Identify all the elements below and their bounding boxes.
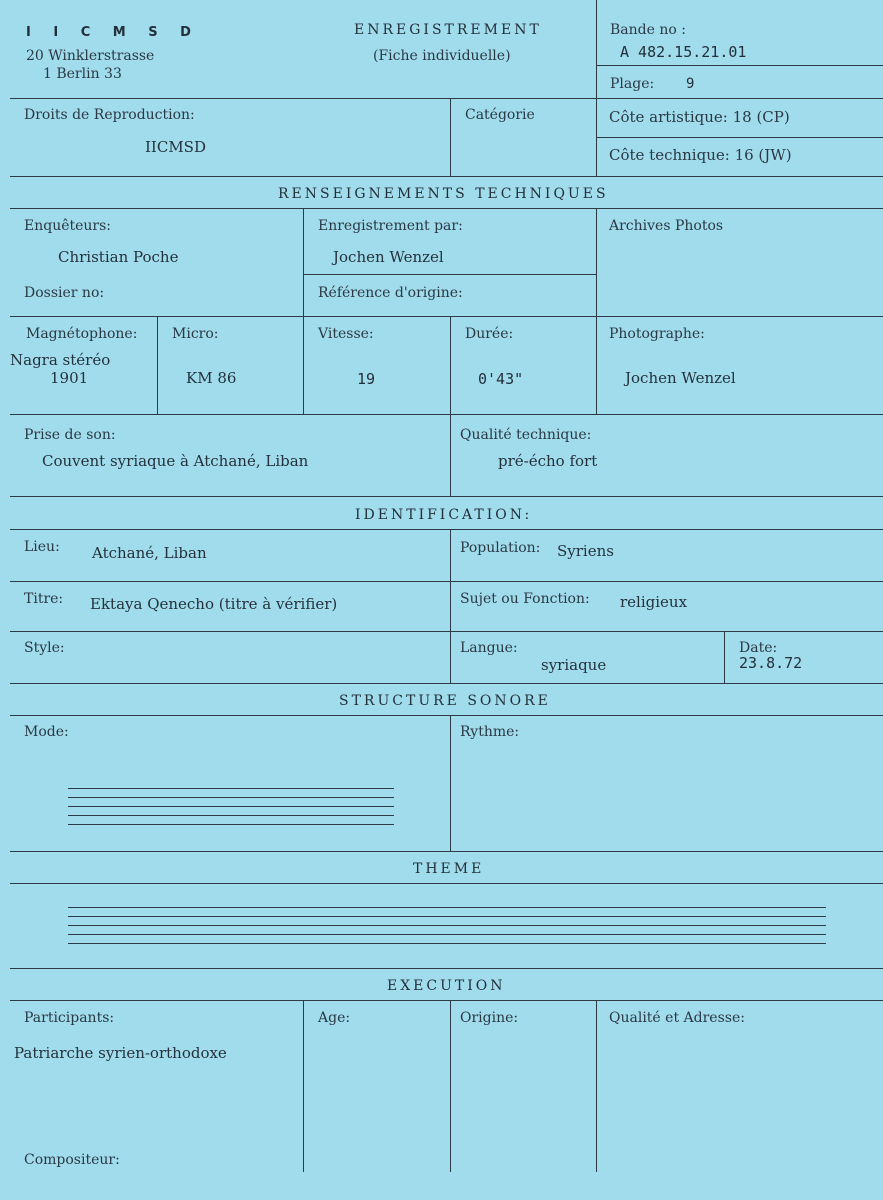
rule [450,98,451,176]
rule [596,208,597,414]
form-title: ENREGISTREMENT [354,22,542,38]
rule [10,683,883,684]
langue-label: Langue: [460,640,518,656]
prise-value: Couvent syriaque à Atchané, Liban [42,452,309,470]
bande-value: A 482.15.21.01 [620,43,747,61]
form-subtitle: (Fiche individuelle) [373,48,511,64]
vitesse-label: Vitesse: [318,326,374,342]
participants-label: Participants: [24,1010,115,1026]
micro-value: KM 86 [186,369,237,387]
plage-label: Plage: [610,76,655,92]
rule [10,851,883,852]
lieu-label: Lieu: [24,539,60,555]
population-value: Syriens [557,542,614,560]
rule [450,316,451,414]
mode-staff-line [68,797,394,798]
rule [10,496,883,497]
duree-value: 0'43" [478,370,524,388]
photographe-label: Photographe: [609,326,705,342]
bande-label: Bande no : [610,22,686,38]
rule [10,883,883,884]
rule [596,65,883,66]
cote-artistique: Côte artistique: 18 (CP) [609,108,790,126]
rule [10,581,883,582]
section-identification: IDENTIFICATION: [355,507,533,523]
rule [10,715,883,716]
mode-staff-line [68,815,394,816]
micro-label: Micro: [172,326,219,342]
magneto-value-1: Nagra stéréo [10,351,111,369]
section-renseignements: RENSEIGNEMENTS TECHNIQUES [278,186,609,202]
rule [596,1000,597,1172]
date-value: 23.8.72 [739,654,803,672]
section-structure: STRUCTURE SONORE [339,693,551,709]
org-street: 20 Winklerstrasse [26,48,155,64]
rule [450,529,451,683]
theme-staff-line [68,907,826,908]
theme-staff-line [68,943,826,944]
section-theme: THEME [413,861,485,877]
rule [10,208,883,209]
age-label: Age: [318,1010,351,1026]
enregistrement-label: Enregistrement par: [318,218,463,234]
rule [450,414,451,496]
origine-label: Origine: [460,1010,519,1026]
prise-label: Prise de son: [24,427,116,443]
rule [10,631,883,632]
titre-value: Ektaya Qenecho (titre à vérifier) [90,595,338,613]
rule [596,137,883,138]
rule [724,631,725,683]
org-city: 1 Berlin 33 [43,66,122,82]
rule [303,274,596,275]
droits-label: Droits de Reproduction: [24,107,195,123]
dossier-label: Dossier no: [24,285,105,301]
rule [10,1000,883,1001]
rythme-label: Rythme: [460,724,520,740]
enqueteurs-label: Enquêteurs: [24,218,112,234]
rule [596,0,597,176]
org-name: I I C M S D [26,25,200,40]
rule [10,176,883,177]
rule [10,968,883,969]
mode-staff-line [68,824,394,825]
rule [303,208,304,414]
participants-value: Patriarche syrien-orthodoxe [14,1044,227,1062]
sujet-label: Sujet ou Fonction: [460,591,590,607]
section-execution: EXECUTION [387,978,506,994]
categorie-label: Catégorie [465,107,535,123]
style-label: Style: [24,640,65,656]
rule [450,715,451,851]
magneto-value-2: 1901 [50,369,89,387]
vitesse-value: 19 [357,370,376,388]
sujet-value: religieux [620,593,688,611]
population-label: Population: [460,540,541,556]
mode-label: Mode: [24,724,69,740]
archives-label: Archives Photos [609,218,724,234]
langue-value: syriaque [541,656,607,674]
rule [450,1000,451,1172]
compositeur-label: Compositeur: [24,1152,120,1168]
enregistrement-value: Jochen Wenzel [333,248,444,266]
photographe-value: Jochen Wenzel [625,369,736,387]
rule [157,316,158,414]
mode-staff-line [68,806,394,807]
titre-label: Titre: [24,591,64,607]
lieu-value: Atchané, Liban [92,544,207,562]
theme-staff-line [68,925,826,926]
rule [10,529,883,530]
qualite-label: Qualité technique: [460,427,592,443]
plage-value: 9 [686,76,695,92]
rule [10,98,883,99]
rule [303,1000,304,1172]
qualite-adresse-label: Qualité et Adresse: [609,1010,745,1026]
rule [10,414,883,415]
duree-label: Durée: [465,326,514,342]
theme-staff-line [68,916,826,917]
magneto-label: Magnétophone: [26,326,138,342]
reference-label: Référence d'origine: [318,285,463,301]
mode-staff-line [68,788,394,789]
enqueteurs-value: Christian Poche [58,248,179,266]
cote-technique: Côte technique: 16 (JW) [609,146,792,164]
date-label: Date: [739,640,778,656]
qualite-value: pré-écho fort [498,452,598,470]
rule [10,316,883,317]
droits-value: IICMSD [145,138,206,156]
theme-staff-line [68,934,826,935]
